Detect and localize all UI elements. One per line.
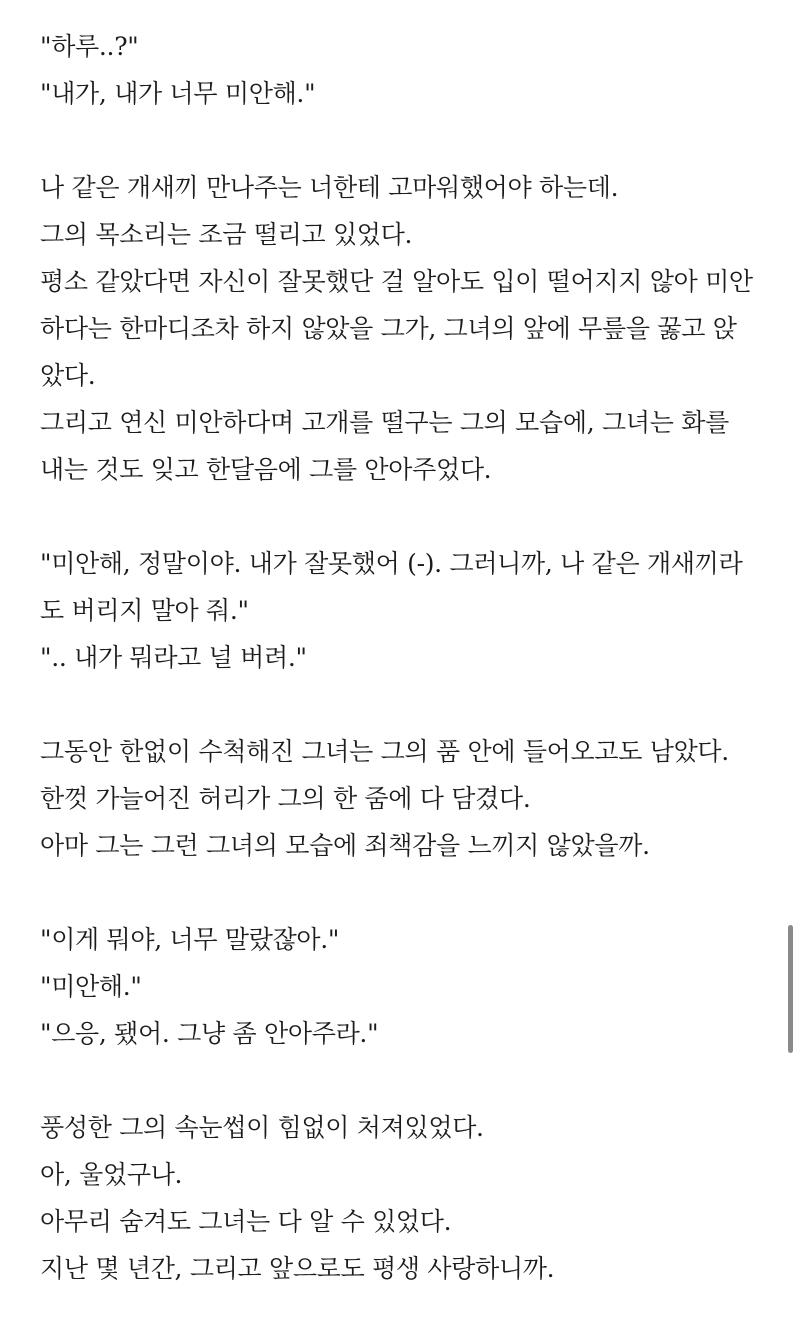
- text-line: 지난 몇 년간, 그리고 앞으로도 평생 사랑하니까.: [40, 1254, 555, 1283]
- text-line: 한껏 가늘어진 허리가 그의 한 줌에 다 담겼다.: [40, 784, 531, 813]
- text-line: ".. 내가 뭐라고 널 버려.": [40, 643, 307, 672]
- paragraph-gap: [40, 117, 770, 164]
- text-line: 내는 것도 잊고 한달음에 그를 안아주었다.: [40, 455, 492, 484]
- paragraph-gap: [40, 493, 770, 540]
- text-line: 아, 울었구나.: [40, 1160, 183, 1189]
- scrollbar-thumb[interactable]: [788, 925, 793, 1053]
- text-line: 나 같은 개새끼 만나주는 너한테 고마워했어야 하는데.: [40, 173, 619, 202]
- paragraph-gap: [40, 869, 770, 916]
- text-line: 그동안 한없이 수척해진 그녀는 그의 품 안에 들어오고도 남았다.: [40, 737, 729, 766]
- paragraph-gap: [40, 1057, 770, 1104]
- text-line: "미안해.": [40, 972, 142, 1001]
- text-line: 았다.: [40, 361, 96, 390]
- paragraph: [40, 728, 770, 869]
- paragraph: [40, 916, 770, 1057]
- paragraph: [40, 164, 770, 493]
- text-line: 그의 목소리는 조금 떨리고 있었다.: [40, 220, 413, 249]
- paragraph-gap: [40, 681, 770, 728]
- story-text: [40, 23, 770, 1292]
- text-line: 아무리 숨겨도 그녀는 다 알 수 있었다.: [40, 1207, 452, 1236]
- paragraph: [40, 23, 770, 117]
- text-line: 평소 같았다면 자신이 잘못했단 걸 알아도 입이 떨어지지 않아 미안: [40, 267, 753, 296]
- text-line: "내가, 내가 너무 미안해.": [40, 79, 316, 108]
- text-line: "하루..?": [40, 32, 139, 61]
- text-line: "으응, 됐어. 그냥 좀 안아주라.": [40, 1019, 379, 1048]
- text-line: 풍성한 그의 속눈썹이 힘없이 처져있었다.: [40, 1113, 484, 1142]
- text-line: 그리고 연신 미안하다며 고개를 떨구는 그의 모습에, 그녀는 화를: [40, 408, 729, 437]
- text-line: "미안해, 정말이야. 내가 잘못했어 (-). 그러니까, 나 같은 개새끼라: [40, 549, 743, 578]
- text-line: 도 버리지 말아 줘.": [40, 596, 249, 625]
- paragraph: [40, 1104, 770, 1292]
- text-line: 아마 그는 그런 그녀의 모습에 죄책감을 느끼지 않았을까.: [40, 831, 650, 860]
- text-line: "이게 뭐야, 너무 말랐잖아.": [40, 925, 340, 954]
- paragraph: [40, 540, 770, 681]
- text-line: 하다는 한마디조차 하지 않았을 그가, 그녀의 앞에 무릎을 꿇고 앉: [40, 314, 737, 343]
